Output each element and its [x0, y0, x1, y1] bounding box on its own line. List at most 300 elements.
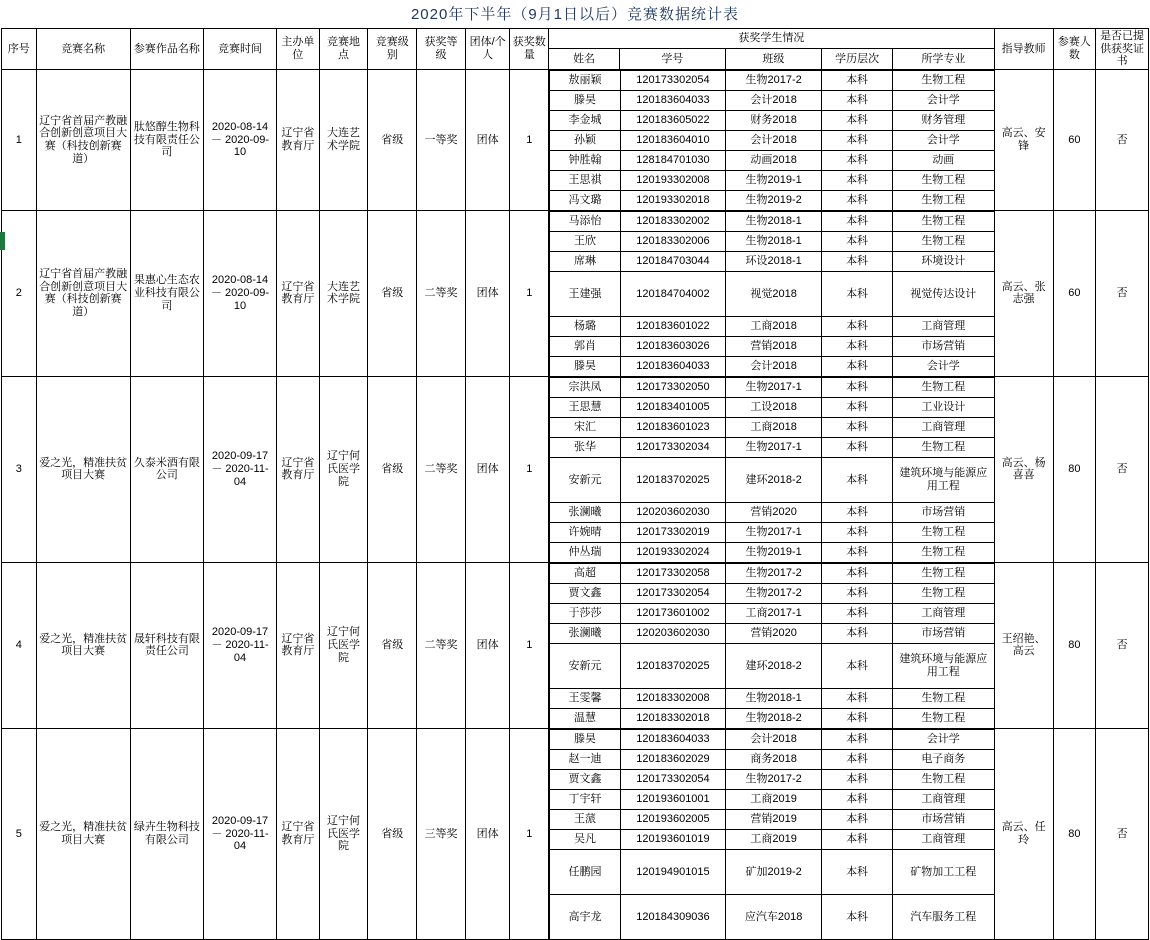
cell-participants: 60	[1053, 210, 1096, 376]
cell-student-major: 会计学	[892, 356, 993, 376]
student-row	[550, 231, 994, 251]
student-row	[550, 829, 994, 849]
cell-student-major: 工业设计	[892, 397, 993, 417]
cell-student-id: 120193302018	[620, 190, 725, 210]
cell-student-name: 许婉晴	[550, 522, 621, 542]
cell-student-education-level: 本科	[822, 70, 893, 90]
cell-student-education-level: 本科	[822, 522, 893, 542]
students-subtable	[549, 211, 994, 376]
cell-student-id: 120203602030	[620, 502, 725, 522]
cell-student-name: 席琳	[550, 251, 621, 271]
cell-student-id: 120183603026	[620, 336, 725, 356]
column-header-competition-time: 竞赛时间	[203, 29, 276, 70]
cell-student-major: 工商管理	[892, 316, 993, 336]
cell-student-class: 生物2018-1	[726, 211, 822, 231]
cell-student-education-level: 本科	[822, 90, 893, 110]
cell-student-major: 建筑环境与能源应用工程	[892, 457, 993, 502]
cell-student-education-level: 本科	[822, 769, 893, 789]
cell-participants: 80	[1053, 376, 1096, 562]
cell-student-major: 生物工程	[892, 190, 993, 210]
cell-student-class: 财务2018	[726, 110, 822, 130]
students-subtable	[549, 729, 994, 939]
cell-student-id: 120193602005	[620, 809, 725, 829]
cell-competition-time: 2020-09-17 － 2020-11-04	[203, 376, 276, 562]
cell-competition-name: 辽宁省首届产教融合创新创意项目大赛（科技创新赛道）	[36, 69, 130, 210]
cell-student-class: 矿加2019-2	[726, 849, 822, 894]
cell-student-major: 会计学	[892, 130, 993, 150]
cell-student-class: 营销2020	[726, 623, 822, 643]
student-row	[550, 849, 994, 894]
cell-student-major: 生物工程	[892, 377, 993, 397]
cell-student-education-level: 本科	[822, 749, 893, 769]
cell-student-id: 120173302034	[620, 437, 725, 457]
cell-student-class: 工设2018	[726, 397, 822, 417]
cell-student-class: 建环2018-2	[726, 457, 822, 502]
cell-student-education-level: 本科	[822, 251, 893, 271]
cell-student-education-level: 本科	[822, 231, 893, 251]
cell-student-major: 会计学	[892, 729, 993, 749]
cell-student-id: 120193302024	[620, 542, 725, 562]
cell-student-education-level: 本科	[822, 130, 893, 150]
student-row	[550, 437, 994, 457]
student-row	[550, 397, 994, 417]
cell-seq: 4	[2, 562, 37, 728]
cell-team-or-individual: 团体	[465, 210, 510, 376]
cell-student-class: 生物2017-2	[726, 70, 822, 90]
cell-student-id: 120193601019	[620, 829, 725, 849]
cell-participants: 80	[1053, 562, 1096, 728]
cell-student-name: 高宇龙	[550, 894, 621, 939]
column-header-competition-name: 竞赛名称	[36, 29, 130, 70]
column-header-major: 所学专业	[893, 49, 995, 69]
cell-level: 省级	[368, 728, 417, 939]
cell-award-count: 1	[510, 562, 549, 728]
student-row	[550, 336, 994, 356]
student-row	[550, 643, 994, 688]
cell-seq: 2	[2, 210, 37, 376]
cell-student-education-level: 本科	[822, 688, 893, 708]
cell-competition-name: 爱之光，精准扶贫项目大赛	[36, 376, 130, 562]
cell-student-education-level: 本科	[822, 110, 893, 130]
cell-student-major: 生物工程	[892, 211, 993, 231]
cell-organizer: 辽宁省教育厅	[277, 210, 320, 376]
cell-student-education-level: 本科	[822, 211, 893, 231]
cell-student-major: 环境设计	[892, 251, 993, 271]
cell-student-major: 工商管理	[892, 829, 993, 849]
cell-student-id: 120193601001	[620, 789, 725, 809]
cell-award-grade: 二等奖	[417, 562, 466, 728]
cell-student-major: 生物工程	[892, 769, 993, 789]
cell-student-name: 任鹏园	[550, 849, 621, 894]
cell-level: 省级	[368, 69, 417, 210]
cell-student-id: 120183604033	[620, 729, 725, 749]
cell-student-name: 安新元	[550, 643, 621, 688]
table-row	[2, 728, 1149, 939]
column-header-award-grade: 获奖等级	[417, 29, 466, 70]
cell-student-name: 安新元	[550, 457, 621, 502]
cell-student-class: 生物2018-1	[726, 688, 822, 708]
cell-student-major: 汽车服务工程	[892, 894, 993, 939]
cell-student-education-level: 本科	[822, 316, 893, 336]
cell-location: 辽宁何氏医学院	[319, 728, 368, 939]
cell-student-name: 贾文鑫	[550, 769, 621, 789]
cell-student-name: 张澜曦	[550, 623, 621, 643]
cell-team-or-individual: 团体	[465, 376, 510, 562]
cell-student-education-level: 本科	[822, 377, 893, 397]
column-header-class: 班级	[725, 49, 821, 69]
column-header-level: 竞赛级别	[368, 29, 417, 70]
cell-organizer: 辽宁省教育厅	[277, 69, 320, 210]
cell-student-education-level: 本科	[822, 417, 893, 437]
cell-student-id: 120183601022	[620, 316, 725, 336]
cell-participants: 60	[1053, 69, 1096, 210]
cell-student-major: 生物工程	[892, 563, 993, 583]
cell-student-education-level: 本科	[822, 583, 893, 603]
cell-student-class: 应汽车2018	[726, 894, 822, 939]
cell-student-name: 高超	[550, 563, 621, 583]
student-row	[550, 502, 994, 522]
student-row	[550, 377, 994, 397]
cell-advisor: 高云、杨喜喜	[994, 376, 1053, 562]
student-row	[550, 542, 994, 562]
cell-student-class: 会计2018	[726, 356, 822, 376]
cell-student-id: 120173302058	[620, 563, 725, 583]
students-subtable	[549, 70, 994, 210]
cell-student-class: 生物2017-2	[726, 769, 822, 789]
cell-student-class: 工商2017-1	[726, 603, 822, 623]
column-header-students-group: 获奖学生情况	[549, 29, 995, 49]
cell-student-class: 生物2019-1	[726, 542, 822, 562]
cell-student-major: 市场营销	[892, 809, 993, 829]
cell-student-major: 生物工程	[892, 231, 993, 251]
cell-student-major: 生物工程	[892, 437, 993, 457]
cell-student-id: 120173302054	[620, 583, 725, 603]
cell-student-education-level: 本科	[822, 170, 893, 190]
cell-student-class: 工商2018	[726, 417, 822, 437]
cell-student-education-level: 本科	[822, 894, 893, 939]
cell-student-major: 工商管理	[892, 603, 993, 623]
cell-student-name: 温慧	[550, 708, 621, 728]
cell-student-education-level: 本科	[822, 356, 893, 376]
cell-award-count: 1	[510, 210, 549, 376]
cell-student-name: 贾文鑫	[550, 583, 621, 603]
cell-student-education-level: 本科	[822, 729, 893, 749]
cell-advisor: 王绍艳、高云	[994, 562, 1053, 728]
cell-award-grade: 三等奖	[417, 728, 466, 939]
student-row	[550, 316, 994, 336]
cell-organizer: 辽宁省教育厅	[277, 728, 320, 939]
students-subtable-container	[549, 728, 995, 939]
cell-competition-time: 2020-08-14 － 2020-09-10	[203, 210, 276, 376]
cell-team-or-individual: 团体	[465, 69, 510, 210]
cell-certificate: 否	[1096, 562, 1149, 728]
cell-student-class: 营销2019	[726, 809, 822, 829]
cell-student-name: 冯文璐	[550, 190, 621, 210]
cell-level: 省级	[368, 376, 417, 562]
students-subtable-container	[549, 210, 995, 376]
cell-student-major: 市场营销	[892, 623, 993, 643]
cell-student-id: 120183604033	[620, 356, 725, 376]
cell-student-name: 宋汇	[550, 417, 621, 437]
student-row	[550, 417, 994, 437]
cell-student-id: 120183605022	[620, 110, 725, 130]
student-row	[550, 110, 994, 130]
students-subtable-container	[549, 69, 995, 210]
cell-award-grade: 二等奖	[417, 376, 466, 562]
student-row	[550, 150, 994, 170]
cell-student-class: 视觉2018	[726, 271, 822, 316]
cell-student-name: 宗洪凤	[550, 377, 621, 397]
student-row	[550, 90, 994, 110]
cell-student-name: 滕昊	[550, 90, 621, 110]
cell-student-class: 商务2018	[726, 749, 822, 769]
cell-student-id: 120184704002	[620, 271, 725, 316]
cell-student-class: 工商2019	[726, 829, 822, 849]
cell-competition-name: 爱之光，精准扶贫项目大赛	[36, 728, 130, 939]
cell-student-major: 生物工程	[892, 583, 993, 603]
student-row	[550, 623, 994, 643]
cell-student-class: 生物2017-2	[726, 583, 822, 603]
cell-student-name: 王思慧	[550, 397, 621, 417]
column-header-student-id: 学号	[620, 49, 726, 69]
cell-student-major: 生物工程	[892, 688, 993, 708]
cell-student-name: 王蒎	[550, 809, 621, 829]
student-row	[550, 708, 994, 728]
cell-student-education-level: 本科	[822, 542, 893, 562]
table-header-row	[2, 29, 1149, 49]
cell-student-id: 120173302054	[620, 70, 725, 90]
cell-student-education-level: 本科	[822, 829, 893, 849]
cell-student-name: 滕昊	[550, 729, 621, 749]
cell-student-name: 王建强	[550, 271, 621, 316]
cell-student-name: 孙颖	[550, 130, 621, 150]
cell-student-major: 生物工程	[892, 70, 993, 90]
cell-student-class: 生物2018-1	[726, 231, 822, 251]
cell-team-or-individual: 团体	[465, 728, 510, 939]
cell-student-name: 吴凡	[550, 829, 621, 849]
cell-student-id: 120183302018	[620, 708, 725, 728]
cell-student-major: 视觉传达设计	[892, 271, 993, 316]
cell-student-id: 120193302008	[620, 170, 725, 190]
cell-competition-name: 爱之光，精准扶贫项目大赛	[36, 562, 130, 728]
column-header-education-level: 学历层次	[822, 49, 893, 69]
column-header-work-name: 参赛作品名称	[130, 29, 203, 70]
cell-student-name: 丁宇轩	[550, 789, 621, 809]
student-row	[550, 563, 994, 583]
cell-certificate: 否	[1096, 210, 1149, 376]
cell-student-education-level: 本科	[822, 789, 893, 809]
cell-student-class: 会计2018	[726, 90, 822, 110]
cell-student-class: 营销2018	[726, 336, 822, 356]
student-row	[550, 789, 994, 809]
cell-student-education-level: 本科	[822, 623, 893, 643]
cell-award-count: 1	[510, 69, 549, 210]
cell-competition-time: 2020-09-17 － 2020-11-04	[203, 562, 276, 728]
student-row	[550, 190, 994, 210]
cell-student-id: 120183602029	[620, 749, 725, 769]
cell-student-major: 生物工程	[892, 522, 993, 542]
cell-student-major: 市场营销	[892, 336, 993, 356]
column-header-student-name: 姓名	[549, 49, 620, 69]
cell-award-grade: 二等奖	[417, 210, 466, 376]
cell-seq: 5	[2, 728, 37, 939]
cell-advisor: 高云、张志强	[994, 210, 1053, 376]
column-header-organizer: 主办单位	[277, 29, 320, 70]
cell-student-id: 120173601002	[620, 603, 725, 623]
student-row	[550, 251, 994, 271]
cell-student-name: 郭肖	[550, 336, 621, 356]
cell-student-id: 120183604033	[620, 90, 725, 110]
cell-student-name: 王欣	[550, 231, 621, 251]
student-row	[550, 130, 994, 150]
cell-seq: 3	[2, 376, 37, 562]
cell-student-class: 营销2020	[726, 502, 822, 522]
cell-student-name: 于莎莎	[550, 603, 621, 623]
cell-student-name: 王雯馨	[550, 688, 621, 708]
cell-student-class: 建环2018-2	[726, 643, 822, 688]
cell-student-name: 滕昊	[550, 356, 621, 376]
cell-location: 大连艺术学院	[319, 69, 368, 210]
column-header-seq: 序号	[2, 29, 37, 70]
student-row	[550, 522, 994, 542]
cell-student-education-level: 本科	[822, 397, 893, 417]
cell-student-id: 120183401005	[620, 397, 725, 417]
cell-student-major: 财务管理	[892, 110, 993, 130]
table-row	[2, 376, 1149, 562]
student-row	[550, 729, 994, 749]
row-selection-marker	[0, 232, 5, 250]
cell-student-name: 仲丛瑞	[550, 542, 621, 562]
table-row	[2, 210, 1149, 376]
cell-competition-time: 2020-09-17 － 2020-11-04	[203, 728, 276, 939]
student-row	[550, 603, 994, 623]
cell-student-name: 王思祺	[550, 170, 621, 190]
cell-student-class: 生物2019-1	[726, 170, 822, 190]
cell-student-id: 120183702025	[620, 643, 725, 688]
cell-student-education-level: 本科	[822, 457, 893, 502]
cell-advisor: 高云、安锋	[994, 69, 1053, 210]
cell-level: 省级	[368, 562, 417, 728]
cell-student-education-level: 本科	[822, 603, 893, 623]
cell-work-name: 果惠心生态农业科技有限公司	[130, 210, 203, 376]
table-row	[2, 562, 1149, 728]
cell-participants: 80	[1053, 728, 1096, 939]
student-row	[550, 769, 994, 789]
cell-student-major: 生物工程	[892, 708, 993, 728]
cell-student-id: 120194901015	[620, 849, 725, 894]
cell-student-education-level: 本科	[822, 271, 893, 316]
cell-student-id: 120183601023	[620, 417, 725, 437]
cell-award-count: 1	[510, 728, 549, 939]
cell-student-education-level: 本科	[822, 849, 893, 894]
cell-student-id: 120173302054	[620, 769, 725, 789]
cell-advisor: 高云、任玲	[994, 728, 1053, 939]
cell-student-id: 120173302019	[620, 522, 725, 542]
cell-student-class: 生物2018-2	[726, 708, 822, 728]
competition-data-table	[1, 28, 1149, 940]
cell-student-id: 120184703044	[620, 251, 725, 271]
cell-student-major: 工商管理	[892, 417, 993, 437]
cell-seq: 1	[2, 69, 37, 210]
cell-student-name: 李金城	[550, 110, 621, 130]
column-header-certificate: 是否已提供获奖证书	[1096, 29, 1149, 70]
cell-work-name: 绿卉生物科技有限公司	[130, 728, 203, 939]
cell-student-education-level: 本科	[822, 563, 893, 583]
student-row	[550, 894, 994, 939]
cell-team-or-individual: 团体	[465, 562, 510, 728]
cell-student-name: 敖丽颖	[550, 70, 621, 90]
column-header-location: 竞赛地点	[319, 29, 368, 70]
cell-student-major: 工商管理	[892, 789, 993, 809]
cell-student-id: 120183302002	[620, 211, 725, 231]
cell-student-major: 生物工程	[892, 170, 993, 190]
students-subtable	[549, 563, 994, 728]
student-row	[550, 70, 994, 90]
cell-student-major: 电子商务	[892, 749, 993, 769]
cell-level: 省级	[368, 210, 417, 376]
cell-location: 辽宁何氏医学院	[319, 562, 368, 728]
cell-student-id: 120184309036	[620, 894, 725, 939]
cell-student-id: 120173302050	[620, 377, 725, 397]
cell-student-class: 工商2018	[726, 316, 822, 336]
cell-student-major: 建筑环境与能源应用工程	[892, 643, 993, 688]
cell-work-name: 晟轩科技有限责任公司	[130, 562, 203, 728]
cell-student-major: 市场营销	[892, 502, 993, 522]
cell-student-name: 张澜曦	[550, 502, 621, 522]
cell-award-count: 1	[510, 376, 549, 562]
cell-student-name: 钟胜翰	[550, 150, 621, 170]
cell-student-id: 120183702025	[620, 457, 725, 502]
student-row	[550, 583, 994, 603]
students-subtable-container	[549, 376, 995, 562]
cell-student-major: 动画	[892, 150, 993, 170]
cell-certificate: 否	[1096, 376, 1149, 562]
cell-student-id: 120183302008	[620, 688, 725, 708]
cell-student-class: 动画2018	[726, 150, 822, 170]
cell-competition-name: 辽宁省首届产教融合创新创意项目大赛（科技创新赛道）	[36, 210, 130, 376]
cell-student-major: 矿物加工工程	[892, 849, 993, 894]
cell-student-id: 128184701030	[620, 150, 725, 170]
cell-student-id: 120203602030	[620, 623, 725, 643]
cell-student-id: 120183604010	[620, 130, 725, 150]
cell-student-name: 杨璐	[550, 316, 621, 336]
cell-student-education-level: 本科	[822, 336, 893, 356]
students-subtable	[549, 377, 994, 562]
cell-student-class: 生物2017-2	[726, 563, 822, 583]
cell-student-name: 赵一迪	[550, 749, 621, 769]
page-title: 2020年下半年（9月1日以后）竞赛数据统计表	[410, 6, 740, 23]
cell-student-class: 生物2017-1	[726, 437, 822, 457]
cell-location: 大连艺术学院	[319, 210, 368, 376]
cell-student-education-level: 本科	[822, 502, 893, 522]
cell-student-class: 工商2019	[726, 789, 822, 809]
student-row	[550, 688, 994, 708]
student-row	[550, 211, 994, 231]
cell-student-education-level: 本科	[822, 708, 893, 728]
table-row	[2, 69, 1149, 210]
cell-work-name: 肽悠醇生物科技有限责任公司	[130, 69, 203, 210]
students-subtable-container	[549, 562, 995, 728]
student-row	[550, 170, 994, 190]
student-row	[550, 356, 994, 376]
cell-student-education-level: 本科	[822, 190, 893, 210]
cell-student-class: 会计2018	[726, 130, 822, 150]
column-header-advisor: 指导教师	[994, 29, 1053, 70]
cell-certificate: 否	[1096, 728, 1149, 939]
column-header-team-or-individual: 团体/个人	[465, 29, 510, 70]
cell-student-education-level: 本科	[822, 643, 893, 688]
student-row	[550, 749, 994, 769]
